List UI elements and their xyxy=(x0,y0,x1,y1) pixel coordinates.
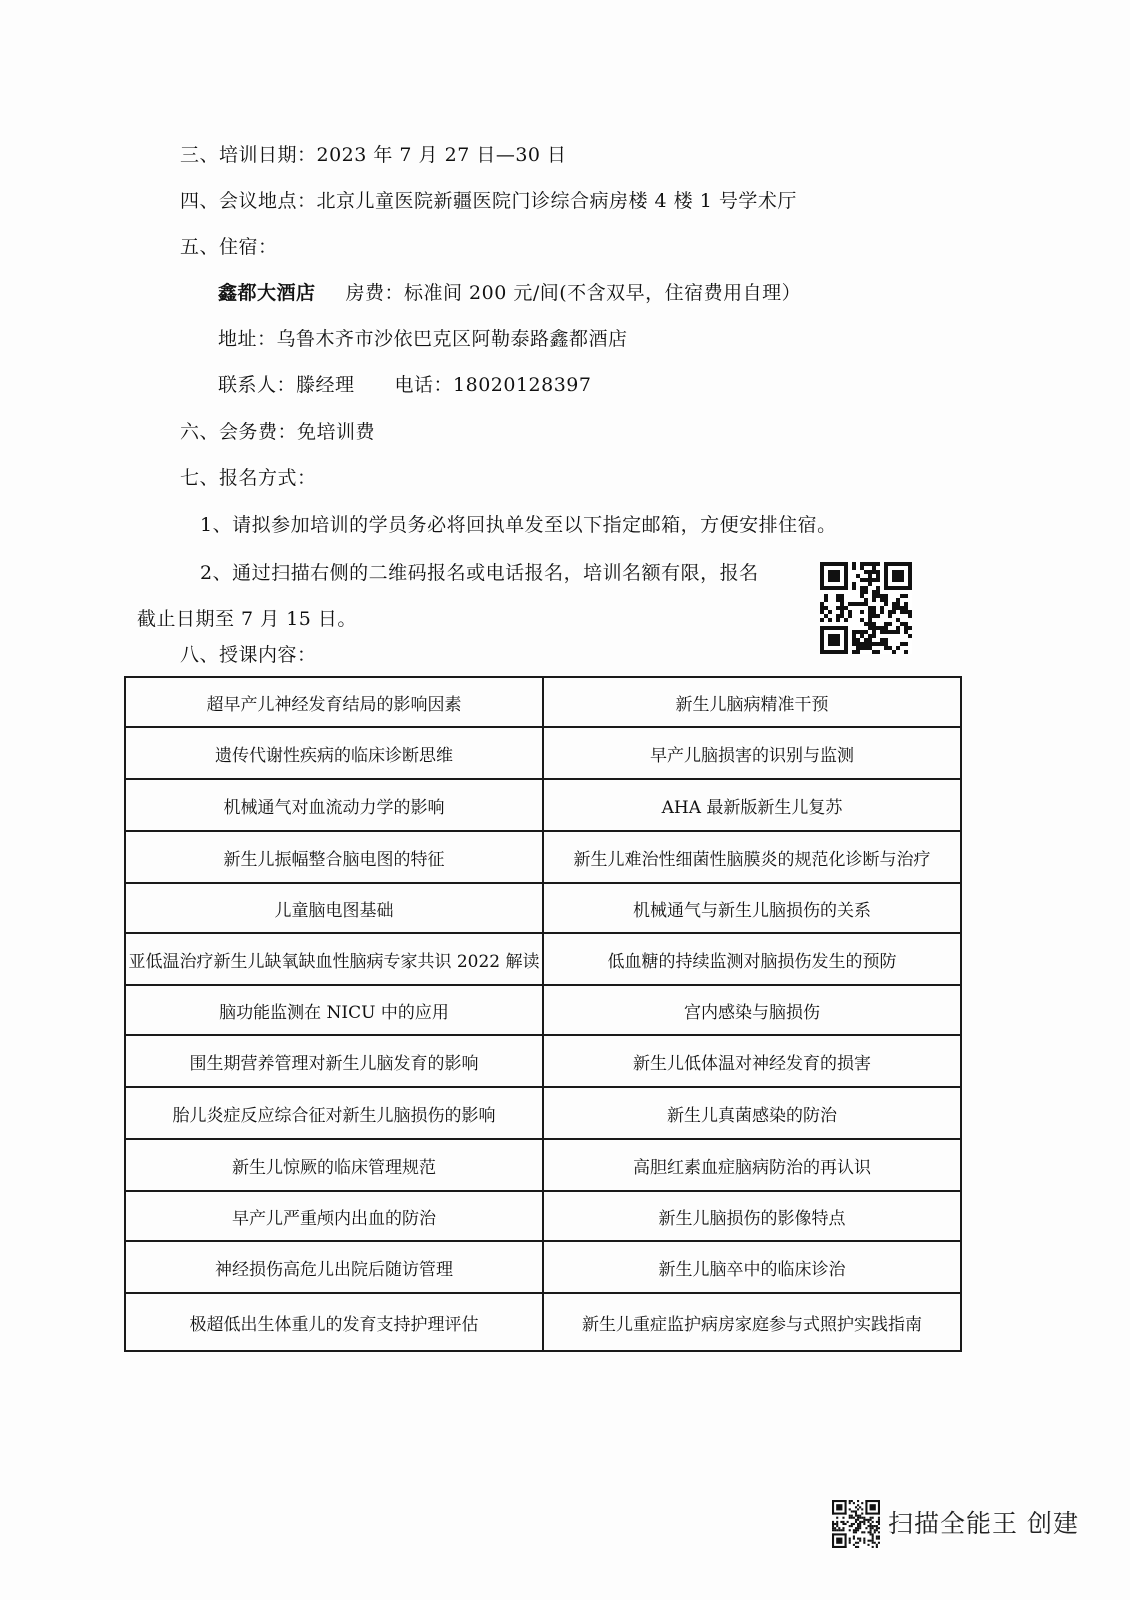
table-row xyxy=(125,1293,961,1351)
footer-brand: 扫描全能王 创建 xyxy=(888,1509,1079,1538)
table-row xyxy=(125,1241,961,1293)
course-right-cell: 新生儿真菌感染的防治 xyxy=(543,1087,961,1139)
registration-item-2: 2、通过扫描右侧的二维码报名或电话报名，培训名额有限，报名 xyxy=(200,562,759,584)
course-right-cell: 宫内感染与脑损伤 xyxy=(543,985,961,1035)
hotel-contact-line xyxy=(218,372,592,398)
course-right-cell: 低血糖的持续监测对脑损伤发生的预防 xyxy=(543,933,961,985)
table-row xyxy=(125,933,961,985)
venue: 四、会议地点：北京儿童医院新疆医院门诊综合病房楼 4 楼 1 号学术厅 xyxy=(180,190,797,212)
hotel-name: 鑫都大酒店 xyxy=(218,282,316,304)
hotel-phone: 电话：18020128397 xyxy=(394,374,592,396)
course-right-cell: 新生儿脑卒中的临床诊治 xyxy=(543,1241,961,1293)
scanner-qr-code xyxy=(832,1500,880,1548)
course-right-cell: 高胆红素血症脑病防治的再认识 xyxy=(543,1139,961,1191)
course-right-cell: 新生儿脑损伤的影像特点 xyxy=(543,1191,961,1241)
lodging-heading: 五、住宿： xyxy=(180,236,278,258)
qr-code-icon xyxy=(820,562,912,654)
course-left-cell: 遗传代谢性疾病的临床诊断思维 xyxy=(125,727,543,779)
course-left-cell: 早产儿严重颅内出血的防治 xyxy=(125,1191,543,1241)
registration-heading: 七、报名方式： xyxy=(180,467,317,489)
training-date: 三、培训日期：2023 年 7 月 27 日—30 日 xyxy=(180,144,567,166)
table-row xyxy=(125,677,961,727)
registration-qr-code[interactable] xyxy=(820,562,912,654)
course-left-cell: 极超低出生体重儿的发育支持护理评估 xyxy=(125,1293,543,1351)
course-right-cell: AHA 最新版新生儿复苏 xyxy=(543,779,961,831)
hotel-line xyxy=(218,280,801,306)
course-table-body xyxy=(125,677,961,1351)
registration-item-1: 1、请拟参加培训的学员务必将回执单发至以下指定邮箱，方便安排住宿。 xyxy=(200,514,837,536)
course-left-cell: 儿童脑电图基础 xyxy=(125,883,543,933)
content-heading: 八、授课内容： xyxy=(180,644,317,666)
course-left-cell: 超早产儿神经发育结局的影响因素 xyxy=(125,677,543,727)
table-row xyxy=(125,985,961,1035)
table-row xyxy=(125,883,961,933)
course-right-cell: 早产儿脑损害的识别与监测 xyxy=(543,727,961,779)
table-row xyxy=(125,727,961,779)
table-row xyxy=(125,1087,961,1139)
course-table xyxy=(124,676,962,1352)
table-row xyxy=(125,779,961,831)
hotel-address: 地址：乌鲁木齐市沙依巴克区阿勒泰路鑫都酒店 xyxy=(218,328,628,350)
table-row xyxy=(125,1035,961,1087)
course-right-cell: 新生儿低体温对神经发育的损害 xyxy=(543,1035,961,1087)
table-row xyxy=(125,1191,961,1241)
course-right-cell: 机械通气与新生儿脑损伤的关系 xyxy=(543,883,961,933)
table-row xyxy=(125,1139,961,1191)
table-row xyxy=(125,831,961,883)
course-left-cell: 新生儿惊厥的临床管理规范 xyxy=(125,1139,543,1191)
course-left-cell: 脑功能监测在 NICU 中的应用 xyxy=(125,985,543,1035)
course-left-cell: 亚低温治疗新生儿缺氧缺血性脑病专家共识 2022 解读 xyxy=(125,933,543,985)
registration-item-2-cont: 截止日期至 7 月 15 日。 xyxy=(137,608,357,630)
course-left-cell: 围生期营养管理对新生儿脑发育的影响 xyxy=(125,1035,543,1087)
course-right-cell: 新生儿难治性细菌性脑膜炎的规范化诊断与治疗 xyxy=(543,831,961,883)
fee: 六、会务费：免培训费 xyxy=(180,421,376,443)
course-right-cell: 新生儿脑病精准干预 xyxy=(543,677,961,727)
qr-code-icon xyxy=(832,1500,880,1548)
hotel-fee: 房费：标准间 200 元/间(不含双早，住宿费用自理） xyxy=(345,282,802,304)
course-left-cell: 新生儿振幅整合脑电图的特征 xyxy=(125,831,543,883)
course-left-cell: 神经损伤高危儿出院后随访管理 xyxy=(125,1241,543,1293)
course-right-cell: 新生儿重症监护病房家庭参与式照护实践指南 xyxy=(543,1293,961,1351)
course-left-cell: 机械通气对血流动力学的影响 xyxy=(125,779,543,831)
course-left-cell: 胎儿炎症反应综合征对新生儿脑损伤的影响 xyxy=(125,1087,543,1139)
hotel-contact: 联系人：滕经理 xyxy=(218,374,355,396)
